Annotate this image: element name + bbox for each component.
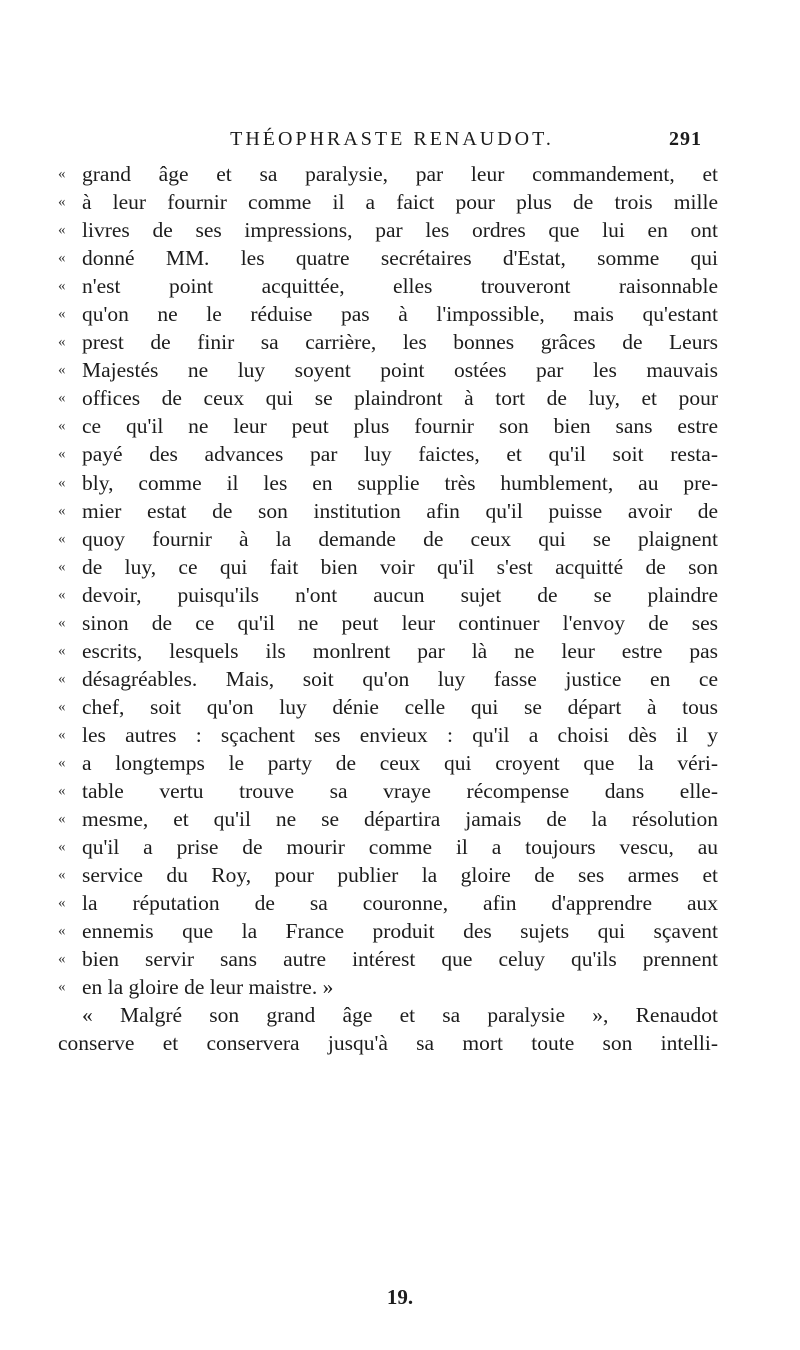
line-text: bly, comme il les en supplie très humblement, au pre- — [82, 470, 718, 495]
quote-mark: « — [58, 895, 66, 912]
quote-mark: « — [58, 474, 66, 491]
quote-mark: « — [58, 839, 66, 856]
text-line — [58, 833, 718, 861]
text-line — [58, 440, 718, 468]
line-text: en la gloire de leur maistre. » — [82, 975, 334, 1000]
quote-mark: « — [58, 811, 66, 828]
text-line — [58, 497, 718, 525]
text-line — [58, 1029, 718, 1057]
line-text: mier estat de son institution afin qu'il puisse avoir de — [82, 498, 718, 523]
text-line — [58, 637, 718, 665]
line-text: n'est point acquittée, elles trouveront raisonnable — [82, 274, 718, 299]
quote-mark: « — [58, 390, 66, 407]
quote-mark: « — [58, 951, 66, 968]
text-line — [58, 861, 718, 889]
text-line — [58, 244, 718, 272]
text-line — [58, 1001, 718, 1029]
quote-mark: « — [58, 250, 66, 267]
line-text: de luy, ce qui fait bien voir qu'il s'est acquitté de son — [82, 554, 718, 579]
text-line — [58, 665, 718, 693]
text-line — [58, 945, 718, 973]
quote-mark: « — [58, 502, 66, 519]
quote-mark: « — [58, 194, 66, 211]
line-text: prest de finir sa carrière, les bonnes grâces de Leurs — [82, 330, 718, 355]
quote-mark: « — [58, 166, 66, 182]
running-head: THÉOPHRASTE RENAUDOT. — [230, 128, 554, 150]
text-line — [58, 749, 718, 777]
line-text: ce qu'il ne leur peut plus fournir son bien sans estre — [82, 414, 718, 439]
text-line — [58, 356, 718, 384]
quote-mark: « — [58, 586, 66, 603]
line-text: à leur fournir comme il a faict pour plus de trois mille — [82, 190, 718, 215]
line-text: donné MM. les quatre secrétaires d'Estat, somme qui — [82, 246, 718, 271]
line-text: désagréables. Mais, soit qu'on luy fasse justice en ce — [82, 666, 718, 691]
text-line — [58, 553, 718, 581]
line-text: conserve et conservera jusqu'à sa mort toute son intelli- — [58, 1031, 718, 1056]
text-line — [58, 160, 718, 188]
line-text: offices de ceux qui se plaindront à tort de luy, et pour — [82, 386, 718, 411]
quote-mark: « — [58, 222, 66, 239]
line-text: chef, soit qu'on luy dénie celle qui se départ à tous — [82, 694, 718, 719]
line-text: mesme, et qu'il ne se départira jamais de la résolution — [82, 807, 718, 832]
quote-mark: « — [58, 278, 66, 295]
text-line — [58, 581, 718, 609]
quote-mark: « — [58, 923, 66, 940]
line-text: « Malgré son grand âge et sa paralysie », Renaudot — [82, 1003, 718, 1028]
text-line — [58, 525, 718, 553]
text-line — [58, 805, 718, 833]
quote-mark: « — [58, 670, 66, 687]
text-line — [58, 272, 718, 300]
text-line — [58, 412, 718, 440]
text-line — [58, 328, 718, 356]
line-text: table vertu trouve sa vraye récompense dans elle- — [82, 779, 718, 804]
line-text: sinon de ce qu'il ne peut leur continuer l'envoy de ses — [82, 610, 718, 635]
line-text: quoy fournir à la demande de ceux qui se plaignent — [82, 526, 718, 551]
line-text: bien servir sans autre intérest que celuy qu'ils prennent — [82, 947, 718, 972]
quote-mark: « — [58, 362, 66, 379]
line-text: livres de ses impressions, par les ordres que lui en ont — [82, 218, 718, 243]
text-line — [58, 917, 718, 945]
line-text: grand âge et sa paralysie, par leur commandement, et — [82, 162, 718, 186]
line-text: qu'il a prise de mourir comme il a toujours vescu, au — [82, 835, 718, 860]
line-text: les autres : sçachent ses envieux : qu'il a choisi dès il y — [82, 722, 718, 747]
line-text: ennemis que la France produit des sujets qui sçavent — [82, 919, 718, 944]
line-text: payé des advances par luy faictes, et qu'il soit resta- — [82, 442, 718, 467]
quote-mark: « — [58, 642, 66, 659]
text-line — [58, 721, 718, 749]
quote-mark: « — [58, 867, 66, 884]
page-header — [82, 128, 702, 158]
body-text — [58, 160, 718, 1058]
quote-mark: « — [58, 530, 66, 547]
text-line — [58, 469, 718, 497]
text-line — [58, 973, 718, 1001]
line-text: Majestés ne luy soyent point ostées par les mauvais — [82, 358, 718, 383]
text-line — [58, 300, 718, 328]
text-line — [58, 609, 718, 637]
quote-mark: « — [58, 979, 66, 996]
quote-mark: « — [58, 614, 66, 631]
quote-mark: « — [58, 698, 66, 715]
quote-mark: « — [58, 783, 66, 800]
text-line — [58, 216, 718, 244]
line-text: escrits, lesquels ils monlrent par là ne leur estre pas — [82, 638, 718, 663]
quote-mark: « — [58, 558, 66, 575]
text-line — [58, 693, 718, 721]
quote-mark: « — [58, 418, 66, 435]
line-text: la réputation de sa couronne, afin d'apprendre aux — [82, 891, 718, 916]
text-line — [58, 384, 718, 412]
page-number: 291 — [669, 128, 702, 150]
quote-mark: « — [58, 446, 66, 463]
quote-mark: « — [58, 754, 66, 771]
line-text: a longtemps le party de ceux qui croyent que la véri- — [82, 750, 718, 775]
text-line — [58, 889, 718, 917]
text-line — [58, 188, 718, 216]
line-text: qu'on ne le réduise pas à l'impossible, mais qu'estant — [82, 302, 718, 327]
line-text: devoir, puisqu'ils n'ont aucun sujet de se plaindre — [82, 582, 718, 607]
quote-mark: « — [58, 334, 66, 351]
text-line — [58, 777, 718, 805]
line-text: service du Roy, pour publier la gloire de ses armes et — [82, 863, 718, 888]
quote-mark: « — [58, 306, 66, 323]
quote-mark: « — [58, 726, 66, 743]
signature-mark: 19. — [386, 1285, 414, 1309]
